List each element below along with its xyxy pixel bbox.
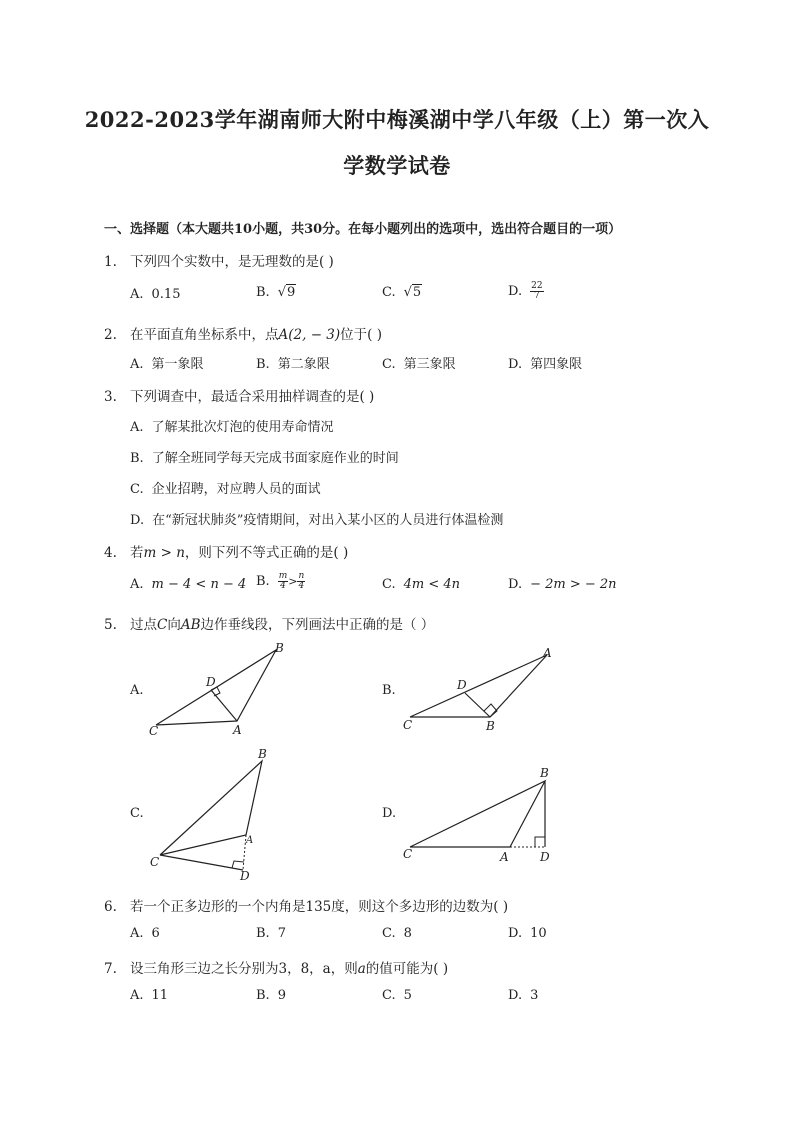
label-b-c: B: [258, 747, 267, 761]
label-c-b: C: [403, 718, 413, 732]
question-7: 7. 设三角形三边之长分别为3，8，a，则a的值可能为( ): [104, 961, 449, 977]
question-2: 2. 在平面直角坐标系中，点A(2, − 3)位于( ): [104, 327, 382, 343]
question-1: 1. 下列四个实数中，是无理数的是( ): [104, 254, 334, 270]
perpendicular-a: [211, 690, 237, 721]
q1-option-c[interactable]: C. √5: [382, 285, 422, 300]
q4-option-b[interactable]: B. $\frac{m}{4}$ > $\frac{n}{4}$: [256, 571, 305, 591]
triangle-b: [410, 655, 547, 717]
q2-option-c[interactable]: C. 第三象限: [382, 357, 456, 372]
label-a-a: A: [233, 723, 242, 737]
label-c-a: C: [149, 724, 159, 738]
section-heading: 一、选择题（本大题共10小题，共30分。在每小题列出的选项中，选出符合题目的一项）: [104, 222, 622, 237]
q7-option-b[interactable]: B. 9: [256, 988, 286, 1003]
right-angle-mark-d: [535, 837, 545, 847]
label-d-b: D: [457, 678, 467, 692]
q5-option-d-label[interactable]: D.: [382, 806, 397, 821]
q5-figure-d: [395, 765, 565, 870]
triangle-d: [410, 781, 545, 847]
label-b-d: B: [540, 766, 549, 780]
q5-figure-c: [140, 745, 270, 885]
label-d-a: D: [206, 675, 216, 689]
question-4: 4. 若m > n，则下列不等式正确的是( ): [104, 545, 349, 561]
label-c-c: C: [150, 855, 160, 869]
q3-option-a[interactable]: A. 了解某批次灯泡的使用寿命情况: [130, 420, 334, 435]
q1-option-b[interactable]: B. √9: [256, 285, 296, 300]
q2-option-a[interactable]: A. 第一象限: [130, 357, 204, 372]
question-1-text: 下列四个实数中，是无理数的是( ): [130, 254, 334, 270]
q6-option-d[interactable]: D. 10: [508, 926, 547, 941]
q5-option-c-label[interactable]: C.: [130, 806, 144, 821]
q3-option-d[interactable]: D. 在“新冠状肺炎”疫情期间，对出入某小区的人员进行体温检测: [130, 513, 504, 528]
question-3: 3. 下列调查中，最适合采用抽样调查的是( ): [104, 389, 375, 405]
label-a-d: A: [500, 850, 509, 864]
q5-option-a-label[interactable]: A.: [130, 683, 144, 698]
label-d-c: D: [240, 869, 250, 883]
q2-option-b[interactable]: B. 第二象限: [256, 357, 330, 372]
q4-option-d[interactable]: D. − 2m > − 2n: [508, 577, 617, 592]
q1-option-a[interactable]: A. 0.15: [130, 287, 181, 302]
perpendicular-c: [160, 855, 243, 870]
q6-option-c[interactable]: C. 8: [382, 926, 412, 941]
page-title-line-2: 学数学试卷: [343, 153, 451, 178]
q2-option-d[interactable]: D. 第四象限: [508, 357, 583, 372]
q5-option-b-label[interactable]: B.: [382, 683, 396, 698]
label-b-b: B: [486, 719, 495, 733]
q3-option-b[interactable]: B. 了解全班同学每天完成书面家庭作业的时间: [130, 451, 399, 466]
q6-option-b[interactable]: B. 7: [256, 926, 286, 941]
page-title-line-1: 2022-2023学年湖南师大附中梅溪湖中学八年级（上）第一次入: [84, 107, 710, 132]
label-d-d: D: [540, 850, 550, 864]
right-angle-mark-b: [484, 704, 497, 717]
label-a-b: A: [543, 646, 552, 660]
label-b-a: B: [275, 641, 284, 655]
q5-figure-a: [140, 640, 300, 740]
q7-option-a[interactable]: A. 11: [130, 988, 169, 1003]
q7-option-d[interactable]: D. 3: [508, 988, 539, 1003]
perpendicular-b: [465, 693, 490, 717]
question-5: 5. 过点C向AB边作垂线段，下列画法中正确的是（ ）: [104, 617, 435, 633]
point-a: A(2, − 3): [278, 327, 341, 343]
question-6: 6. 若一个正多边形的一个内角是135度，则这个多边形的边数为( ): [104, 899, 509, 915]
q4-option-a[interactable]: A. m − 4 < n − 4: [130, 577, 247, 592]
q7-option-c[interactable]: C. 5: [382, 988, 412, 1003]
q6-option-a[interactable]: A. 6: [130, 926, 160, 941]
right-angle-mark-c: [232, 861, 244, 868]
label-c-d: C: [403, 847, 413, 861]
label-a-c: A: [246, 835, 254, 846]
q3-option-c[interactable]: C. 企业招聘，对应聘人员的面试: [130, 482, 321, 497]
q5-figure-b: [395, 640, 565, 740]
q1-option-d[interactable]: D. $\frac{22}{7}$: [508, 281, 543, 301]
q4-option-c[interactable]: C. 4m < 4n: [382, 577, 461, 592]
